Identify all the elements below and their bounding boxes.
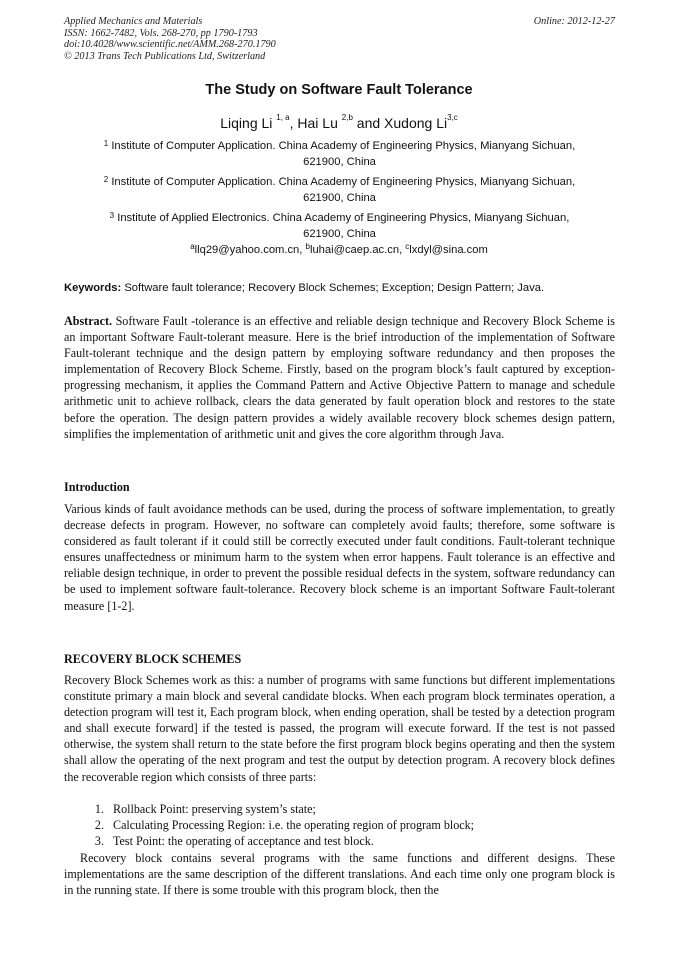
recovery-heading: RECOVERY BLOCK SCHEMES <box>64 652 242 666</box>
affiliation-text: 621900, China <box>303 228 376 240</box>
author-separator: and <box>352 115 385 131</box>
author-line <box>0 115 678 131</box>
keywords-label: Keywords: <box>64 282 122 294</box>
author-superscript: 2,b <box>341 113 353 122</box>
affiliation-text: 621900, China <box>303 192 376 204</box>
issn-line: ISSN: 1662-7482, Vols. 268-270, pp 1790-1793 <box>64 27 258 39</box>
abstract <box>64 313 615 442</box>
email-address[interactable]: llq29@yahoo.com.cn, <box>194 244 303 256</box>
affiliation-superscript: 1 <box>103 139 109 148</box>
affiliation-superscript: 2 <box>103 175 109 184</box>
list-number: 2. <box>94 818 104 833</box>
affiliation-text: Institute of Applied Electronics. China Academy of Engineering Physics, Mianyang Sichuan, <box>117 212 570 224</box>
author-name: Xudong Li <box>384 115 448 131</box>
list-text: Calculating Processing Region: i.e. the operating region of program block; <box>113 818 475 833</box>
affiliation-text: Institute of Computer Application. China Academy of Engineering Physics, Mianyang Sichuan, <box>111 176 576 188</box>
affiliation-3 <box>64 210 615 242</box>
email-address[interactable]: lxdyl@sina.com <box>409 244 488 256</box>
author-name: Liqing Li <box>220 115 273 131</box>
author-name: Hai Lu <box>297 115 338 131</box>
abstract-text: Software Fault -tolerance is an effective and reliable design technique and Recovery Block Scheme is an important Software Fault-tolerant measure. Here is the brief introduction of the implementation of Software Fault-tolerant technique and the design pattern by employing software redundancy and then proposes the implementation of Recovery Block Scheme. Firstly, based on the program block’s fault captured by exception-progressing mechanism, it applies the Command Pattern and Active Objective Pattern to manage and schedule arithmetic unit to achieve rollback, clears the data generated by fault operation block and restores to the state before the operation. The design pattern provides a widely available recovery block schemes design pattern, simplifies the implementation of arithmetic unit and gives the core algorithm through Java. <box>64 314 615 441</box>
online-date: Online: 2012-12-27 <box>533 16 615 27</box>
copyright-line: © 2013 Trans Tech Publications Ltd, Switzerland <box>64 50 266 62</box>
journal-header <box>64 16 276 62</box>
email-address[interactable]: luhai@caep.ac.cn, <box>309 244 403 256</box>
recovery-parts-list <box>64 801 615 849</box>
author-superscript: 1, a <box>276 113 290 122</box>
journal-name: Applied Mechanics and Materials <box>64 16 203 27</box>
affiliation-1 <box>64 138 615 170</box>
keywords-text: Software fault tolerance; Recovery Block Schemes; Exception; Design Pattern; Java. <box>124 282 545 294</box>
list-item <box>64 817 615 833</box>
recovery-text: Recovery Block Schemes work as this: a number of programs with same functions but different implementations constitute primary a main block and several candidate blocks. When each program block terminates operation, a detection program will test it, Each program block, when ending operation, shall be tested by a detection program and shall execute forward] if the tested is passed, the program will execute forward. If the test is not passed otherwise, the system shall return to the state before the first program block begins operating and then the system shall allow the operating of the next program and test the output by detection program. A recovery block defines the recoverable region which consists of three parts: <box>64 673 615 784</box>
email-superscript: b <box>305 242 310 251</box>
introduction-text: Various kinds of fault avoidance methods can be used, during the process of software implementation, to greatly decrease defects in program. However, no software can completely avoid faults; therefore, some software is considered as fault tolerant if it could still be correctly executed under fault conditions. Fault-tolerant technique ensures unaffectedness or minimum harm to the system when error happens. Fault tolerance is an effective and reliable design technique, in order to prevent the possible residual defects in the system, software redundancy can be used to implement software fault-tolerance. Recovery block scheme is an important Software Fault-tolerant measure [1-2]. <box>64 502 615 613</box>
paper-title: The Study on Software Fault Tolerance <box>205 82 473 98</box>
list-item <box>64 801 615 817</box>
doi-line: doi:10.4028/www.scientific.net/AMM.268-270.1790 <box>64 39 276 51</box>
list-number: 1. <box>94 802 104 816</box>
keywords <box>64 282 615 294</box>
affiliation-2 <box>64 174 615 206</box>
list-number: 3. <box>94 834 104 849</box>
affiliation-text: 621900, China <box>303 156 376 168</box>
list-item <box>64 833 615 849</box>
author-separator: , <box>289 115 298 131</box>
affiliation-superscript: 3 <box>109 211 115 220</box>
introduction-heading: Introduction <box>64 480 130 494</box>
author-superscript: 3,c <box>447 113 458 122</box>
list-text: Rollback Point: preserving system’s state; <box>113 802 316 816</box>
list-text: Test Point: the operating of acceptance and test block. <box>113 834 374 849</box>
recovery-text-continued: Recovery block contains several programs with the same functions and different designs. These implementations are the same description of the different translations. And each time only one program block is in the running state. If there is some trouble with this program block, then the <box>64 851 615 898</box>
email-superscript: a <box>190 242 195 251</box>
abstract-label: Abstract. <box>64 314 113 328</box>
email-line <box>0 244 678 256</box>
email-superscript: c <box>405 242 410 251</box>
affiliation-text: Institute of Computer Application. China Academy of Engineering Physics, Mianyang Sichuan, <box>111 140 576 152</box>
